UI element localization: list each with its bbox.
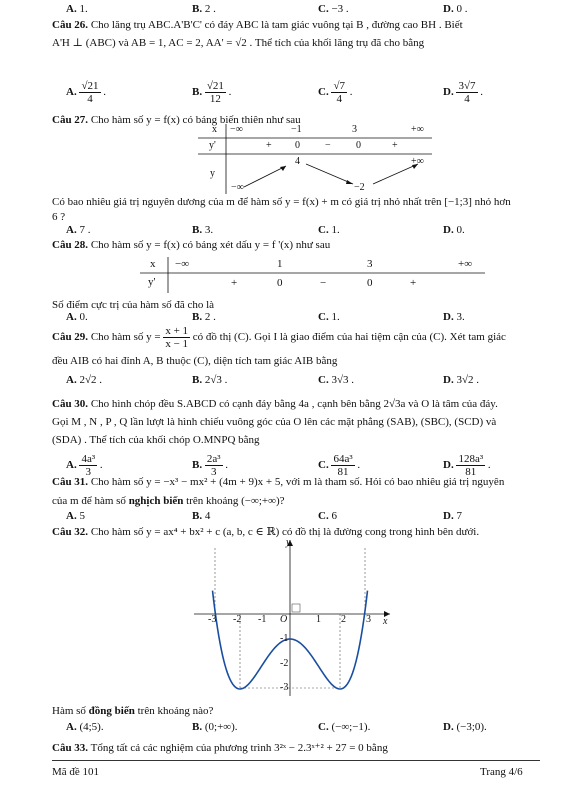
q28-xval-3: +∞ [458,258,473,270]
q31-option-c: C. 6 [318,510,337,522]
q26-option-d: D. $\frac{3√7}{4}$ . [443,80,483,105]
q28-option-c: C. 1. [318,311,340,323]
q27-xval-0: −∞ [230,124,243,135]
q25-option-a: A. 1. [66,3,88,15]
q26-option-a: A. $\frac{√21}{4}$ . [66,80,106,105]
q31-line2: của m để hàm số nghịch biến trên khoảng (−∞;+∞)? [52,495,285,507]
q27-sign-2: − [325,140,331,151]
q27-xval-2: 3 [352,124,357,135]
q28-option-b: B. 2 . [192,311,216,323]
q32-line2: Hàm số đồng biến trên khoảng nào? [52,705,214,717]
q28-xval-0: −∞ [175,258,190,270]
q32-xtick-5: 3 [366,614,371,625]
q28-sign-table [140,257,485,293]
q29-option-d: D. 3√2 . [443,374,479,386]
q27-line2: Có bao nhiêu giá trị nguyên dương của m để hàm số y = f(x) + m có giá trị nhỏ nhất trên [−1;3] nhỏ hơn [52,196,511,208]
q27-sign-0: + [266,140,272,151]
q28-line2: Số điểm cực trị của hàm số đã cho là [52,299,215,311]
q32-y-axis-label: y [286,537,291,548]
q26-option-b: B. $\frac{√21}{12}$ . [192,80,232,105]
q29-option-b: B. 2√3 . [192,374,228,386]
q32-graph [194,538,394,698]
footer-page: Trang 4/6 [480,766,523,778]
q33-line1: Câu 33. Tổng tất cả các nghiệm của phương trình 3²ˣ − 2.3ˣ⁺² + 27 = 0 bằng [52,742,388,754]
q32-line1: Câu 32. Cho hàm số y = ax⁴ + bx² + c (a, b, c ∈ ℝ) có đồ thị là đường cong trong hình bên dưới. [52,526,480,538]
q27-sign-1: 0 [295,140,300,151]
q29-line2: đều AIB có hai đỉnh A, B thuộc (C), diện tích tam giác AIB bằng [52,355,338,367]
q31-line1: Câu 31. Cho hàm số y = −x³ − mx² + (4m + 9)x + 5, với m là tham số. Hỏi có bao nhiêu giá trị nguyên [52,476,505,488]
q27-x-label: x [212,124,217,135]
q30-option-c: C. $\frac{\text{64a³}}{81}$ . [318,453,361,478]
q28-sign-3: 0 [367,277,373,289]
q32-option-b: B. (0;+∞). [192,721,238,733]
q25-option-b: B. 2 . [192,3,216,15]
q32-xtick-3: 1 [316,614,321,625]
q28-yprime-label: y' [148,276,156,288]
q27-yprime-label: y' [209,140,216,151]
q28-sign-1: 0 [277,277,283,289]
q28-option-a: A. 0. [66,311,88,323]
q25-option-c: C. −3 . [318,3,349,15]
q29-option-c: C. 3√3 . [318,374,354,386]
q32-ytick-0: -1 [280,633,289,644]
q32-xtick-4: 2 [341,614,346,625]
q29-line1: Câu 29. Cho hàm số y = $\frac{x + 1}{x - 1}$ có đồ thị (C). Gọi I là giao điểm của hai tiệm cận của (C). Xét tam giác [52,325,506,350]
q28-option-d: D. 3. [443,311,465,323]
q25-option-d: D. 0 . [443,3,468,15]
q28-xval-1: 1 [277,258,283,270]
q28-sign-4: + [410,277,417,289]
q26-option-c: C. $\frac{√7}{4}$ . [318,80,353,105]
q32-option-d: D. (−3;0). [443,721,487,733]
q27-line3: 6 ? [52,211,66,223]
q27-yinf-right: +∞ [411,156,424,167]
q27-sign-4: + [392,140,398,151]
q28-sign-2: − [320,277,327,289]
q30-line2: Gọi M , N , P , Q lần lượt là hình chiếu vuông góc của O lên các mặt phẳng (SAB), (SBC), (SCD) và [52,416,497,428]
q30-option-d: D. $\frac{\text{128a³}}{81}$ . [443,453,491,478]
q27-option-a: A. 7 . [66,224,91,236]
footer-code: Mã đề 101 [52,766,100,778]
footer-divider [52,760,540,761]
q29-option-a: A. 2√2 . [66,374,102,386]
q31-option-b: B. 4 [192,510,211,522]
q27-sign-3: 0 [356,140,361,151]
q27-option-c: C. 1. [318,224,340,236]
q30-line1: Câu 30. Cho hình chóp đều S.ABCD có cạnh đáy bằng 4a , cạnh bên bằng 2√3a và O là tâm của đáy. [52,398,498,410]
q30-line3: (SDA) . Thể tích của khối chóp O.MNPQ bằng [52,434,260,446]
q31-option-a: A. 5 [66,510,85,522]
q31-option-d: D. 7 [443,510,462,522]
q30-option-a: A. $\frac{\text{4a³}}{3}$ . [66,453,103,478]
q27-line1: Câu 27. Cho hàm số y = f(x) có bảng biến thiên như sau [52,114,301,126]
q27-ymax: 4 [295,156,300,167]
q32-option-a: A. (4;5). [66,721,104,733]
q32-ytick-1: -2 [280,658,289,669]
q27-y-label: y [210,168,215,179]
q28-sign-0: + [231,277,238,289]
q32-ytick-2: -3 [280,682,289,693]
q26-line1: Câu 26. Cho lăng trụ ABC.A'B'C' có đáy ABC là tam giác vuông tại B , đường cao BH . Biết [52,19,463,31]
q28-xval-2: 3 [367,258,373,270]
q27-ymin: −2 [354,182,365,193]
q28-x-label: x [150,258,156,270]
q28-line1: Câu 28. Cho hàm số y = f(x) có bảng xét dấu y = f '(x) như sau [52,239,331,251]
q27-option-b: B. 3. [192,224,214,236]
q30-option-b: B. $\frac{\text{2a³}}{3}$ . [192,453,229,478]
q27-xval-3: +∞ [411,124,424,135]
q32-xtick-0: -3 [208,614,217,625]
q32-xtick-2: -1 [258,614,267,625]
q32-xtick-1: -2 [233,614,242,625]
q27-xval-1: −1 [291,124,302,135]
q32-origin-label: O [280,614,288,625]
q27-option-d: D. 0. [443,224,465,236]
q26-line2: A'H ⊥ (ABC) và AB = 1, AC = 2, AA' = √2 . Thể tích của khối lăng trụ đã cho bằng [52,37,425,49]
q32-option-c: C. (−∞;−1). [318,721,371,733]
q27-yinf-left: −∞ [231,182,244,193]
q32-x-axis-label: x [383,616,388,627]
